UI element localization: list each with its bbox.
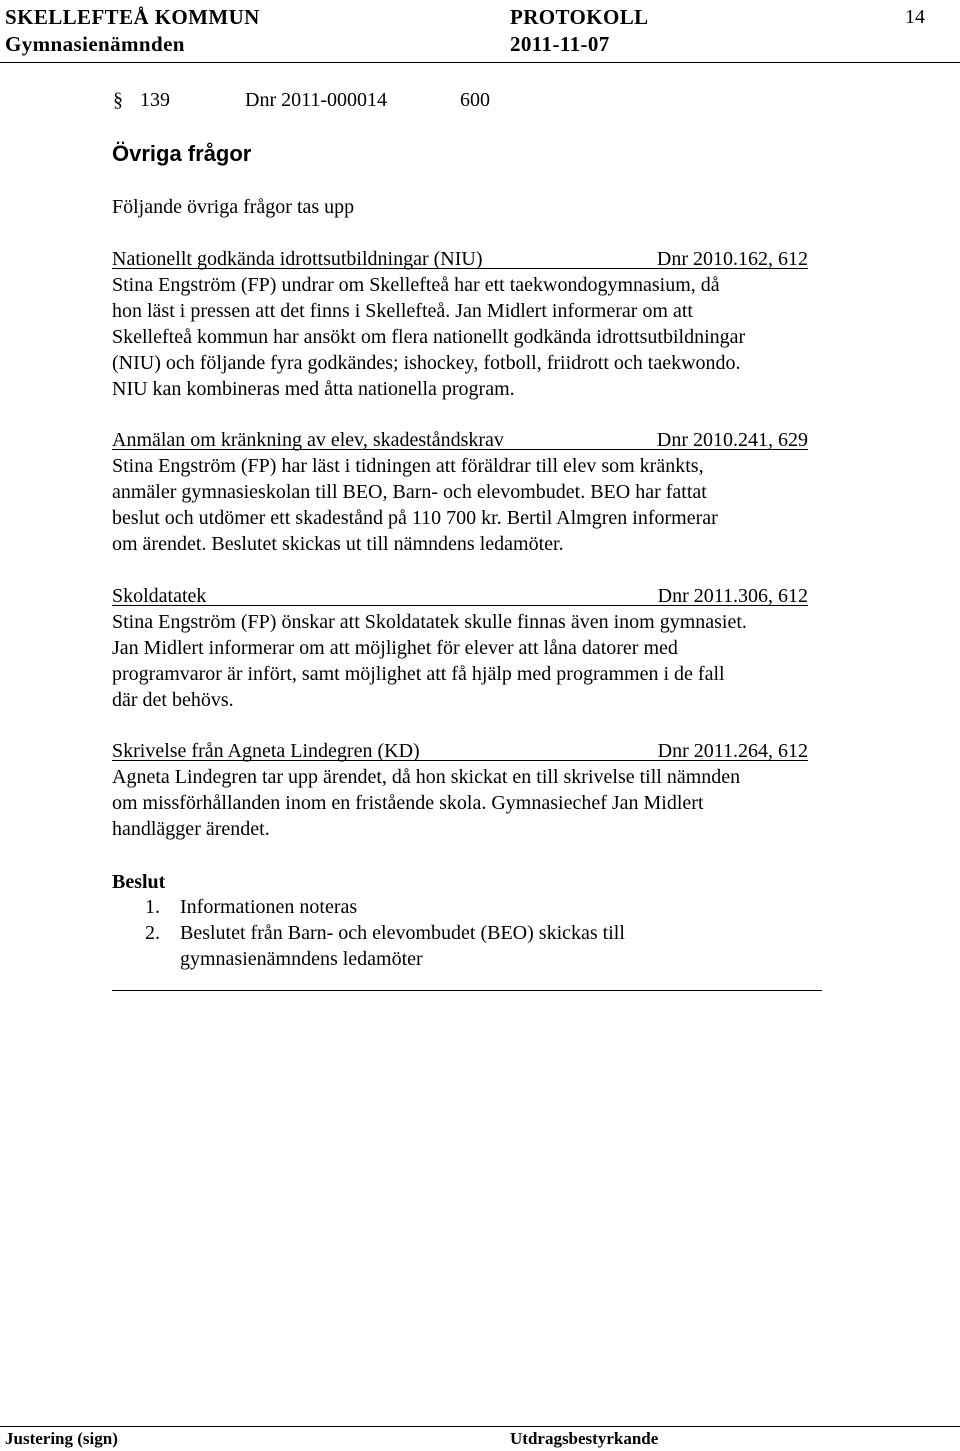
item-heading-row <box>112 246 808 272</box>
section-title: Övriga frågor <box>112 141 252 166</box>
section-dnr: Dnr 2011-000014 <box>245 89 388 111</box>
item-heading-row <box>112 427 808 453</box>
decision-point-text: Informationen noteras <box>180 896 358 918</box>
item-text-line: om ärendet. Beslutet skickas ut till nämndens ledamöter. <box>112 533 564 555</box>
agenda-item <box>112 583 808 713</box>
page-number: 14 <box>905 6 925 28</box>
item-text-line: Jan Midlert informerar om att möjlighet för elever att låna datorer med <box>112 637 678 659</box>
decision-point-text: gymnasienämndens ledamöter <box>180 948 423 970</box>
item-text-line: om missförhållanden inom en fristående skola. Gymnasiechef Jan Midlert <box>112 792 704 814</box>
paragraph-symbol: § <box>113 89 123 111</box>
item-text-line: Skellefteå kommun har ansökt om flera nationellt godkända idrottsutbildningar <box>112 326 746 348</box>
item-dnr: Dnr 2011.264, 612 <box>657 740 808 762</box>
paragraph-number: 139 <box>140 89 170 111</box>
item-dnr: Dnr 2010.241, 629 <box>656 429 808 451</box>
agenda-item <box>112 738 808 842</box>
item-heading: Skrivelse från Agneta Lindegren (KD) <box>112 740 420 762</box>
organization-name: SKELLEFTEÅ KOMMUN <box>5 5 260 29</box>
item-heading: Nationellt godkända idrottsutbildningar (NIU) <box>112 248 483 270</box>
section-end-line <box>112 990 822 991</box>
decision-point-text: Beslutet från Barn- och elevombudet (BEO) skickas till <box>180 922 625 944</box>
item-heading-row <box>112 583 808 609</box>
item-text-line: Stina Engström (FP) har läst i tidningen att föräldrar till elev som kränkts, <box>112 455 704 477</box>
agenda-item <box>112 427 808 557</box>
decision-point-number: 1. <box>145 896 160 918</box>
agenda-item <box>112 246 808 402</box>
meeting-date: 2011-11-07 <box>510 32 610 56</box>
item-text-line: NIU kan kombineras med åtta nationella program. <box>112 378 515 400</box>
item-text-line: beslut och utdömer ett skadestånd på 110 700 kr. Bertil Almgren informerar <box>112 507 718 529</box>
decision-heading: Beslut <box>112 871 166 893</box>
item-text-line: (NIU) och följande fyra godkändes; ishockey, fotboll, friidrott och taekwondo. <box>112 352 741 374</box>
item-heading-row <box>112 738 808 764</box>
committee-name: Gymnasienämnden <box>5 32 185 56</box>
extract-label: Utdragsbestyrkande <box>510 1429 659 1448</box>
item-dnr: Dnr 2011.306, 612 <box>657 585 808 607</box>
item-text-line: programvaror är infört, samt möjlighet att få hjälp med programmen i de fall <box>112 663 725 685</box>
item-dnr: Dnr 2010.162, 612 <box>656 248 808 270</box>
decision-point-number: 2. <box>145 922 160 944</box>
footer-divider <box>0 1426 960 1427</box>
item-text-line: där det behövs. <box>112 689 234 711</box>
section-intro: Följande övriga frågor tas upp <box>112 196 355 218</box>
item-heading: Skoldatatek <box>112 585 207 607</box>
item-text-line: anmäler gymnasieskolan till BEO, Barn- och elevombudet. BEO har fattat <box>112 481 707 503</box>
item-text-line: Stina Engström (FP) önskar att Skoldatatek skulle finnas även inom gymnasiet. <box>112 611 747 633</box>
document-type: PROTOKOLL <box>510 5 649 29</box>
section-code: 600 <box>460 89 490 111</box>
item-text-line: Stina Engström (FP) undrar om Skellefteå har ett taekwondogymnasium, då <box>112 274 720 296</box>
signature-label: Justering (sign) <box>5 1429 118 1448</box>
item-text-line: Agneta Lindegren tar upp ärendet, då hon skickat en till skrivelse till nämnden <box>112 766 741 788</box>
item-text-line: handlägger ärendet. <box>112 818 270 840</box>
item-heading: Anmälan om kränkning av elev, skadeståndskrav <box>112 429 504 451</box>
header-divider <box>0 62 960 63</box>
item-text-line: hon läst i pressen att det finns i Skellefteå. Jan Midlert informerar om att <box>112 300 693 322</box>
